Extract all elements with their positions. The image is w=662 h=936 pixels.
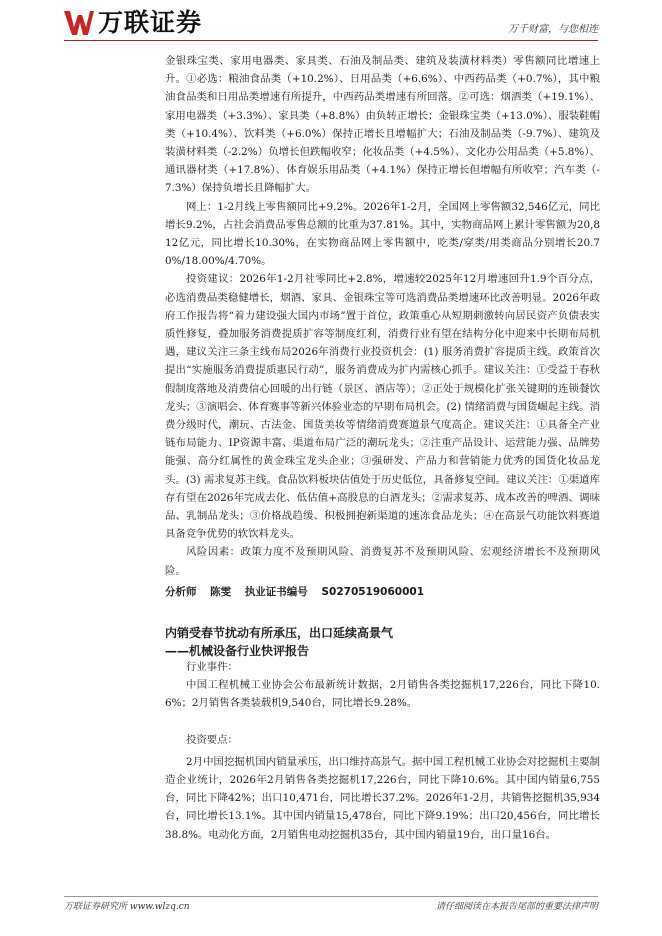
risk-factors-paragraph: 风险因素：政策力度不及预期风险、消费复苏不及预期风险、宏观经济增长不及预期风险。 (165, 546, 600, 577)
report-body (165, 52, 600, 580)
retail-category-paragraph: 金银珠宝类、家用电器类、家具类、石油及制品类、建筑及装潢材料类）零售额同比增速上升。①必选：粮油食品类（+10.2%）、日用品类（+6.6%）、中西药品类（+0.7%），其中粮油食品类和日用品类增速有所提升，中西药品类增速有所回落。②可选：烟酒类（+19.1%）、家用电器类（+3.3%）、家具类（+8.8%）由负转正增长；金银珠宝类（+13.0%）、服装鞋帽类（+10.4%）、饮料类（+6.0%）保持正增长且增幅扩大；石油及制品类（-9.7%）、建筑及装潢材料类（-2.2%）负增长但跌幅收窄；化妆品类（+4.5%）、文化办公用品类（+5.8%）、通讯器材类（+17.8%）、体育娱乐用品类（+4.1%）保持正增长但增幅有所收窄；汽车类（-7.3%）保持负增长且降幅扩大。 (165, 55, 600, 195)
cert-label: 执业证书编号 (244, 586, 308, 598)
cert-number: S0270519060001 (321, 586, 425, 598)
logo-text: 万联证券 (98, 8, 203, 37)
section-title-line2: ——机械设备行业快评报告 (165, 644, 310, 658)
footer-divider (64, 896, 598, 897)
event-text: 中国工程机械工业协会公布最新统计数据，2月销售各类挖掘机17,226台，同比下降10.6%；2月销售各类装载机9,540台，同比增长9.28%。 (165, 679, 600, 710)
section-title (165, 624, 600, 660)
machinery-section-body (165, 658, 600, 844)
header-divider (64, 40, 598, 41)
footer-source: 万联证券研究所 www.wlzq.cn (64, 902, 190, 912)
logo-w-icon (64, 9, 94, 37)
page-header (0, 0, 662, 50)
spacer (165, 713, 600, 731)
online-retail-paragraph: 网上：1-2月线上零售额同比+9.2%。2026年1-2月，全国网上零售额32,546亿元，同比增长9.2%，占社会消费品零售总额的比重为37.81%。其中，实物商品网上累计零售额为20,812亿元，同比增长10.30%，在实物商品网上零售额中，吃类/穿类/用类商品分别增长20.70%/18.00%/4.70%。 (165, 200, 600, 268)
points-label: 投资要点： (186, 733, 238, 746)
analyst-role: 分析师 (165, 586, 197, 598)
investment-advice-paragraph: 投资建议：2026年1-2月社零同比+2.8%，增速较2025年12月增速回升1.9个百分点，必选消费品类稳健增长，烟酒、家具、金银珠宝等可选消费品类增速环比改善明显。2026年政府工作报告将“着力建设强大国内市场”置于首位，政策重心从短期刺激转向居民资产负债表实质性修复，叠加服务消费提质扩容等制度红利，消费行业有望在结构分化中迎来中长期布局机遇，建议关注三条主线布局2026年消费行业投资机会：(1) 服务消费扩容提质主线。政策首次提出“实施服务消费提质惠民行动”，服务消费成为扩内需核心抓手。建议关注：①受益于春秋假制度落地及消费信心回暖的出行链（景区、酒店等）；②正处于规模化扩张关键期的连锁餐饮龙头；③演唱会、体育赛事等新兴体验业态的早期布局机会。(2) 情绪消费与国货崛起主线。消费分级时代，潮玩、古法金、国货美妆等情绪消费赛道景气度高企。建议关注：①具备全产业链布局能力、IP资源丰富、渠道布局广泛的潮玩龙头；②注重产品设计、运营能力强、品牌势能强、高分红属性的黄金珠宝龙头企业；③强研发、产品力和营销能力优秀的国货化妆品龙头。(3) 需求复苏主线。食品饮料板块估值处于历史低位，具备修复空间。建议关注：①渠道库存有望在2026年完成去化、低估值+高股息的白酒龙头；②需求复苏、成本改善的啤酒、调味品、乳制品龙头；③价格战趋缓、积极拥抱新渠道的速冻食品龙头；④在高景气功能饮料赛道具备竞争优势的软饮料龙头。 (165, 273, 600, 541)
footer-disclaimer: 请仔细阅读在本报告尾部的重要法律声明 (435, 902, 598, 912)
brand-logo (64, 8, 202, 38)
section-title-line1: 内销受春节扰动有所承压，出口延续高景气 (165, 626, 394, 640)
points-text: 2月中国挖掘机国内销量承压，出口维持高景气。据中国工程机械工业协会对挖掘机主要制造企业统计，2026年2月销售各类挖掘机17,226台，同比下降10.6%。其中国内销量6,755台，同比下降42%；出口10,471台，同比增长37.2%。2026年1-2月，共销售挖掘机35,934台，同比增长13.1%。其中国内销量15,478台，同比下降9.19%；出口20,456台，同比增长38.8%。电动化方面，2月销售电动挖掘机35台，其中国内销量19台，出口量16台。 (165, 755, 600, 841)
analyst-line (165, 584, 600, 599)
header-slogan: 万千财富，与您相连 (508, 24, 598, 35)
analyst-name: 陈雯 (210, 586, 232, 598)
event-label: 行业事件： (186, 661, 238, 673)
